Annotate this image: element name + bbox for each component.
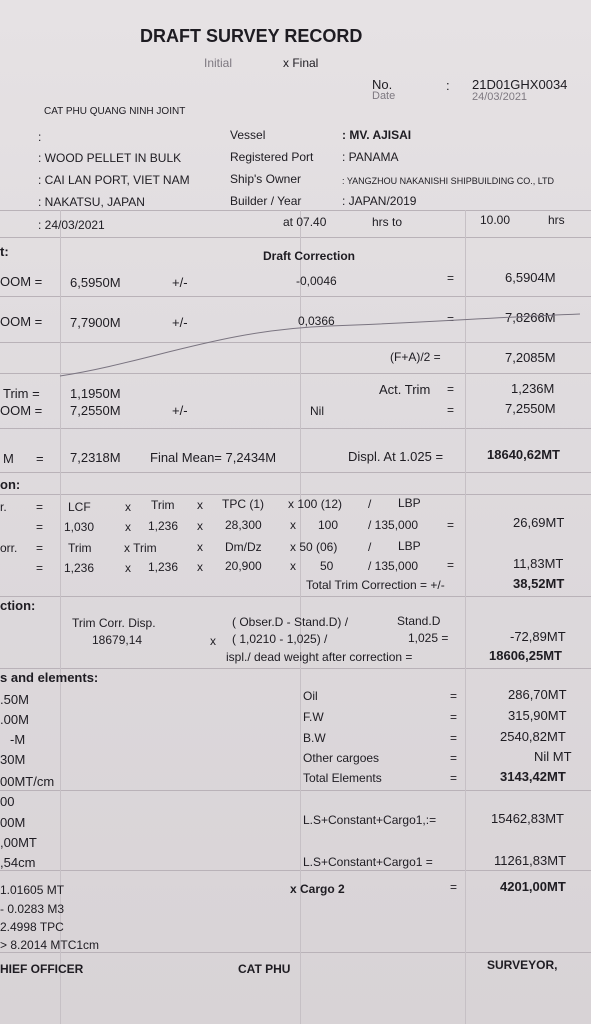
- surveyor-signature-label: SURVEYOR,: [487, 958, 558, 972]
- grid-line: [0, 668, 591, 669]
- after-correction-label: ispl./ dead weight after correction =: [226, 650, 413, 664]
- lbp-label: LBP: [398, 539, 421, 553]
- oil-value: 286,70MT: [508, 687, 567, 702]
- aft-label: OOM =: [0, 314, 43, 329]
- ls-constant-cargo-label: L.S+Constant+Cargo1,:=: [303, 813, 437, 827]
- fwd-correction: -0,0046: [296, 274, 337, 288]
- fresh-water-value: 315,90MT: [508, 708, 567, 723]
- aft-plus-minus: +/-: [172, 315, 188, 330]
- dm-dz-value: 20,900: [225, 559, 262, 573]
- fwd-result: 6,5904M: [505, 270, 556, 285]
- company-name: CAT PHU QUANG NINH JOINT: [44, 106, 186, 117]
- tpc-label: TPC (1): [222, 497, 264, 511]
- note-line: 1.01605 MT: [0, 883, 65, 897]
- mid-result: 7,2550M: [505, 401, 556, 416]
- fresh-water-eq: =: [450, 710, 458, 724]
- cargo-name: : WOOD PELLET IN BULK: [38, 151, 182, 165]
- left-param: 00MT/cm: [0, 774, 55, 789]
- density-section-cut: ction:: [0, 598, 36, 613]
- aft-eq: =: [447, 312, 455, 326]
- lbp-label: LBP: [398, 496, 421, 510]
- trim-row3-eq: =: [36, 541, 44, 555]
- total-elements-value: 3143,42MT: [500, 769, 566, 784]
- density-formula-top: ( Obser.D - Stand.D) /: [232, 615, 349, 629]
- factor-50-value: 50: [320, 559, 334, 573]
- total-trim-label: Total Trim Correction = +/-: [306, 578, 445, 592]
- cargo2-eq: =: [450, 880, 458, 894]
- times-sign: x: [290, 559, 296, 573]
- left-param: 00M: [0, 815, 26, 830]
- left-param: -M: [10, 732, 26, 747]
- grid-line: [0, 790, 591, 791]
- factor-100-value: 100: [318, 518, 339, 532]
- builder-value: : JAPAN/2019: [342, 194, 417, 208]
- left-param: ,54cm: [0, 855, 36, 870]
- note-line: > 8.2014 MTC1cm: [0, 938, 100, 952]
- note-line: - 0.0283 M3: [0, 902, 65, 916]
- cargo2-value: 4201,00MT: [500, 879, 566, 894]
- ballast-water-value: 2540,82MT: [500, 729, 566, 744]
- trim-value: 1,1950M: [70, 386, 121, 401]
- m-label: M: [3, 451, 14, 466]
- factor-100: x 100 (12): [288, 497, 343, 511]
- grid-line: [0, 870, 591, 871]
- note-line: 2.4998 TPC: [0, 920, 64, 934]
- registered-port-label: Registered Port: [230, 150, 314, 164]
- other-cargoes-eq: =: [450, 751, 458, 765]
- ls-constant-cargo1-value: 11261,83MT: [494, 853, 567, 868]
- loading-port: : CAI LAN PORT, VIET NAM: [38, 173, 190, 187]
- left-param: .50M: [0, 692, 29, 707]
- stand-d-label: Stand.D: [397, 614, 441, 628]
- mid-correction: Nil: [310, 404, 324, 418]
- aft-result: 7,8266M: [505, 310, 556, 325]
- times-sign: x: [197, 540, 203, 554]
- trim-label-b: Trim: [68, 541, 92, 555]
- trim-row3-prefix: orr.: [0, 541, 18, 555]
- trim-row4-eq: =: [36, 561, 44, 575]
- oil-label: Oil: [303, 689, 318, 703]
- trim-label: Trim =: [3, 386, 40, 401]
- elements-section-cut: s and elements:: [0, 670, 99, 685]
- draft-correction-header: Draft Correction: [263, 249, 356, 263]
- grid-line: [0, 596, 591, 597]
- ls-constant-cargo-value: 15462,83MT: [491, 811, 564, 826]
- registered-port-value: : PANAMA: [342, 150, 399, 164]
- pen-stroke: [0, 300, 591, 380]
- time-hrs: hrs: [548, 213, 565, 227]
- fwd-label: OOM =: [0, 274, 43, 289]
- times-sign: x: [125, 561, 131, 575]
- trim-value-a: 1,236: [148, 519, 179, 533]
- times-sign: x: [197, 519, 203, 533]
- mid-eq: =: [447, 403, 455, 417]
- initial-option: Initial: [204, 56, 233, 70]
- fwd-eq: =: [447, 271, 455, 285]
- record-date: 24/03/2021: [472, 91, 528, 103]
- left-param: ,00MT: [0, 835, 37, 850]
- ballast-water-label: B.W: [303, 731, 326, 745]
- grid-line: [0, 428, 591, 429]
- aft-correction: 0,0366: [298, 314, 335, 328]
- final-option: x Final: [283, 56, 319, 70]
- mid-label: OOM =: [0, 403, 43, 418]
- trim-value-b: 1,236: [64, 561, 95, 575]
- time-hrs-to: hrs to: [372, 215, 403, 229]
- oil-eq: =: [450, 689, 458, 703]
- vessel-label: Vessel: [230, 128, 266, 142]
- mid-plus-minus: +/-: [172, 403, 188, 418]
- density-formula-values: ( 1,0210 - 1,025) /: [232, 632, 328, 646]
- trim-corr-disp-label: Trim Corr. Disp.: [72, 616, 156, 630]
- info-left-0: :: [38, 130, 42, 144]
- ls-constant-cargo1-label: L.S+Constant+Cargo1 =: [303, 855, 433, 869]
- left-param: .00M: [0, 712, 29, 727]
- factor-50: x 50 (06): [290, 540, 338, 554]
- m-value: 7,2318M: [70, 450, 121, 465]
- trim-row1-prefix: r.: [0, 500, 7, 514]
- destination-port: : NAKATSU, JAPAN: [38, 195, 145, 209]
- draft-section-cut: t:: [0, 244, 9, 259]
- displacement-value: 18640,62MT: [487, 447, 560, 462]
- other-cargoes-label: Other cargoes: [303, 751, 380, 765]
- trim-label-a: Trim: [151, 498, 175, 512]
- after-correction-value: 18606,25MT: [489, 648, 562, 663]
- trim-section-cut: on:: [0, 477, 21, 492]
- grid-line: [0, 494, 591, 495]
- times-trim-label: x Trim: [124, 541, 157, 555]
- times-sign: x: [210, 634, 216, 648]
- first-trim-correction: 26,69MT: [513, 515, 565, 530]
- slash: /: [368, 540, 372, 554]
- lbp-value: / 135,000: [368, 559, 419, 573]
- act-trim-value: 1,236M: [511, 381, 555, 396]
- left-param: 30M: [0, 752, 26, 767]
- act-trim-label: Act. Trim: [379, 382, 431, 397]
- aft-observed: 7,7900M: [70, 315, 121, 330]
- page-title: DRAFT SURVEY RECORD: [140, 26, 363, 46]
- owner-value: : YANGZHOU NAKANISHI SHIPBUILDING CO., LTD: [342, 176, 555, 186]
- m-eq: =: [36, 451, 44, 466]
- second-trim-correction: 11,83MT: [513, 556, 564, 571]
- act-trim-eq: =: [447, 382, 455, 396]
- lbp-value: / 135,000: [368, 518, 419, 532]
- lcf-label: LCF: [68, 500, 91, 514]
- grid-line: [0, 237, 591, 238]
- trim-row2-eq: =: [36, 520, 44, 534]
- final-mean: Final Mean= 7,2434M: [150, 450, 277, 465]
- grid-line: [0, 472, 591, 473]
- total-elements-eq: =: [450, 771, 458, 785]
- other-cargoes-value: Nil MT: [534, 749, 572, 764]
- builder-label: Builder / Year: [230, 194, 302, 208]
- displacement-label: Displ. At 1.025 =: [348, 449, 444, 464]
- vessel-value: : MV. AJISAI: [342, 128, 412, 142]
- fa-value: 7,2085M: [505, 350, 556, 365]
- mid-observed: 7,2550M: [70, 403, 121, 418]
- times-sign: x: [197, 498, 203, 512]
- times-sign: x: [125, 500, 131, 514]
- draft-survey-sheet: DRAFT SURVEY RECORD Initial x Final No. Date : 21D01GHX0034 24/03/2021 CAT PHU QUANG NINH JOINT : : WOOD PELLET IN BULK : CAI LAN PORT, VIET NAM : NAKATSU, JAPAN : 24/03/2021 Vessel Registered Port Ship's Owner Builder / Year : MV. AJISAI : PANAMA : YANGZHOU NAKANISHI SHIPBUILDING CO., LTD : JAPAN/2019 at 07.40 hrs to 10.00 hrs t: Draft Correction OOM = 6,5950M +/- -0,0046 = 6,5904M OOM = 7,7900M +/- 0,0366 = 7,8266M (F+A)/2 = 7,2085M Trim = 1,1950M Act. Trim = 1,236M OOM = 7,2550M +/- Nil = 7,2550M M = 7,2318M Final Mean= 7,2434M Displ. At 1.025 = 18640,62MT on: r. = LCF x Trim x TPC (1) x 100 (12) / LBP = 1,030 x 1,236 x 28,300 x 100 / 135,000 = 26,69MT orr. = Trim x Trim x Dm/Dz x 50 (06) / LBP = 1,236 x 1,236 x 20,900 x 50 / 135,000 = 11,83MT Total Trim Correction = +/- 38,52MT ction: Trim Corr. Disp. 18679,14 x ( Obser.D - Stand.D) / Stand.D ( 1,0210 - 1,025) / 1,025 = -72,89MT ispl./ dead weight after correction = 18606,25MT s and elements: .50M .00M -M 30M 00MT/cm 00 00M ,00MT ,54cm Oil = 286,70MT F.W = 315,90MT B.W = 2540,82MT Other cargoes = Nil MT Total Elements = 3143,42MT L.S+Constant+Cargo1,:= 15462,83MT L.S+Constant+Cargo1 = 11261,83MT x Cargo 2 = 4201,00MT 1.01605 MT - 0.0283 M3 2.4998 TPC > 8.2014 MTC1cm HIEF OFFICER CAT PHU SURVEYOR,: [0, 0, 591, 1024]
- cat-phu-signature-label: CAT PHU: [238, 962, 291, 976]
- ballast-water-eq: =: [450, 731, 458, 745]
- fa-label: (F+A)/2 =: [390, 350, 441, 364]
- lcf-value: 1,030: [64, 520, 95, 534]
- trim-row2-eq2: =: [447, 518, 455, 532]
- chief-officer-signature-label: HIEF OFFICER: [0, 962, 84, 976]
- trim-corr-disp-value: 18679,14: [92, 633, 143, 647]
- date-label: Date: [372, 90, 396, 102]
- dm-dz-label: Dm/Dz: [225, 540, 262, 554]
- fwd-observed: 6,5950M: [70, 275, 121, 290]
- left-param: 00: [0, 794, 15, 809]
- time-end: 10.00: [480, 213, 511, 227]
- fresh-water-label: F.W: [303, 710, 324, 724]
- time-at: at 07.40: [283, 215, 327, 229]
- slash: /: [368, 497, 372, 511]
- total-elements-label: Total Elements: [303, 771, 382, 785]
- fwd-plus-minus: +/-: [172, 275, 188, 290]
- owner-label: Ship's Owner: [230, 172, 301, 186]
- record-number: 21D01GHX0034: [472, 77, 568, 92]
- trim-row4-eq2: =: [447, 558, 455, 572]
- total-trim-value: 38,52MT: [513, 576, 565, 591]
- survey-date: : 24/03/2021: [38, 218, 105, 232]
- times-sign: x: [290, 518, 296, 532]
- density-correction-value: -72,89MT: [510, 629, 566, 644]
- trim-value-c: 1,236: [148, 560, 179, 574]
- tpc-value: 28,300: [225, 518, 262, 532]
- stand-d-value: 1,025 =: [408, 631, 449, 645]
- times-sign: x: [125, 520, 131, 534]
- no-label: No.: [372, 77, 393, 92]
- times-sign: x: [197, 560, 203, 574]
- grid-line: [0, 210, 591, 211]
- trim-row1-eq: =: [36, 500, 44, 514]
- grid-line: [0, 296, 591, 297]
- cargo2-label: x Cargo 2: [290, 882, 345, 896]
